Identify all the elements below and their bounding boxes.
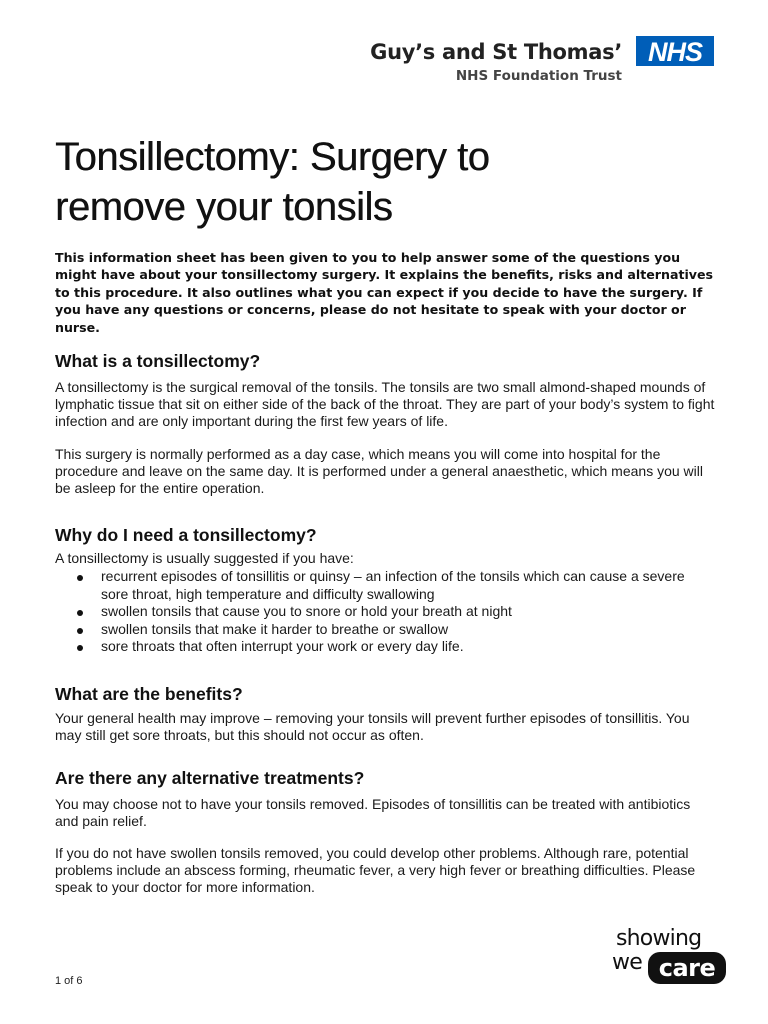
heading-benefits: What are the benefits? <box>55 684 243 704</box>
bullet-icon <box>77 575 83 581</box>
benefits-paragraph: Your general health may improve – removing your tonsils will prevent further episodes of tonsillitis. You may still get sore throats, but this should not occur as often. <box>55 710 690 744</box>
list-item-text: recurrent episodes of tonsillitis or quinsy – an infection of the tonsils which can cause a severe sore throat, high temperature and difficulty swallowing <box>101 568 685 602</box>
showing-we-care-logo <box>612 926 732 988</box>
why-need-lead: A tonsillectomy is usually suggested if you have: <box>55 550 354 566</box>
list-item <box>55 638 715 656</box>
heading-alternatives: Are there any alternative treatments? <box>55 768 365 788</box>
trust-header <box>294 34 714 94</box>
logo-showing-text: showing <box>616 926 702 951</box>
list-item <box>55 603 715 621</box>
what-is-paragraph-1: A tonsillectomy is the surgical removal of the tonsils. The tonsils are two small almond-shaped mounds of lymphatic tissue that sit on either side of the back of the throat. They are part of your body’s system to fight infection and are only important during the first few years of life. <box>55 379 715 430</box>
nhs-logo-text: NHS <box>647 37 703 66</box>
reasons-list <box>55 568 715 656</box>
page-number: 1 of 6 <box>55 975 83 987</box>
title-line-2: remove your tonsils <box>55 185 393 229</box>
list-item <box>55 568 715 603</box>
bullet-icon <box>77 645 83 651</box>
heading-why-need: Why do I need a tonsillectomy? <box>55 525 317 545</box>
list-item-text: swollen tonsils that make it harder to breathe or swallow <box>101 620 449 637</box>
list-item-text: swollen tonsils that cause you to snore or hold your breath at night <box>101 603 512 620</box>
alternatives-paragraph-1: You may choose not to have your tonsils removed. Episodes of tonsillitis can be treated with antibiotics and pain relief. <box>55 796 691 830</box>
list-item <box>55 621 715 639</box>
alternatives-paragraph-2: If you do not have swollen tonsils removed, you could develop other problems. Although rare, potential problems include an abscess forming, rheumatic fever, a very high fever or breathing difficulties. Please speak to your doctor for more information. <box>55 845 696 896</box>
trust-name: Guy’s and St Thomas’ <box>370 40 622 64</box>
bullet-icon <box>77 610 83 616</box>
page-title <box>55 132 489 232</box>
trust-subtitle: NHS Foundation Trust <box>455 68 622 84</box>
title-line-1: Tonsillectomy: Surgery to <box>55 135 490 179</box>
list-item-text: sore throats that often interrupt your work or every day life. <box>101 638 464 655</box>
logo-care-text: care <box>648 952 726 984</box>
heading-what-is: What is a tonsillectomy? <box>55 351 261 371</box>
nhs-logo <box>636 36 714 66</box>
bullet-icon <box>77 628 83 634</box>
logo-we-text: we <box>612 950 642 975</box>
intro-paragraph: This information sheet has been given to you to help answer some of the questions you might have about your tonsillectomy surgery. It explains the benefits, risks and alternatives to this procedure. It also outlines what you can expect if you decide to have the surgery. If you have any questions or concerns, please do not hesitate to speak with your doctor or nurse. <box>55 250 714 335</box>
what-is-paragraph-2: This surgery is normally performed as a day case, which means you will come into hospital for the procedure and leave on the same day. It is performed under a general anaesthetic, which means you will be asleep for the entire operation. <box>55 446 703 497</box>
